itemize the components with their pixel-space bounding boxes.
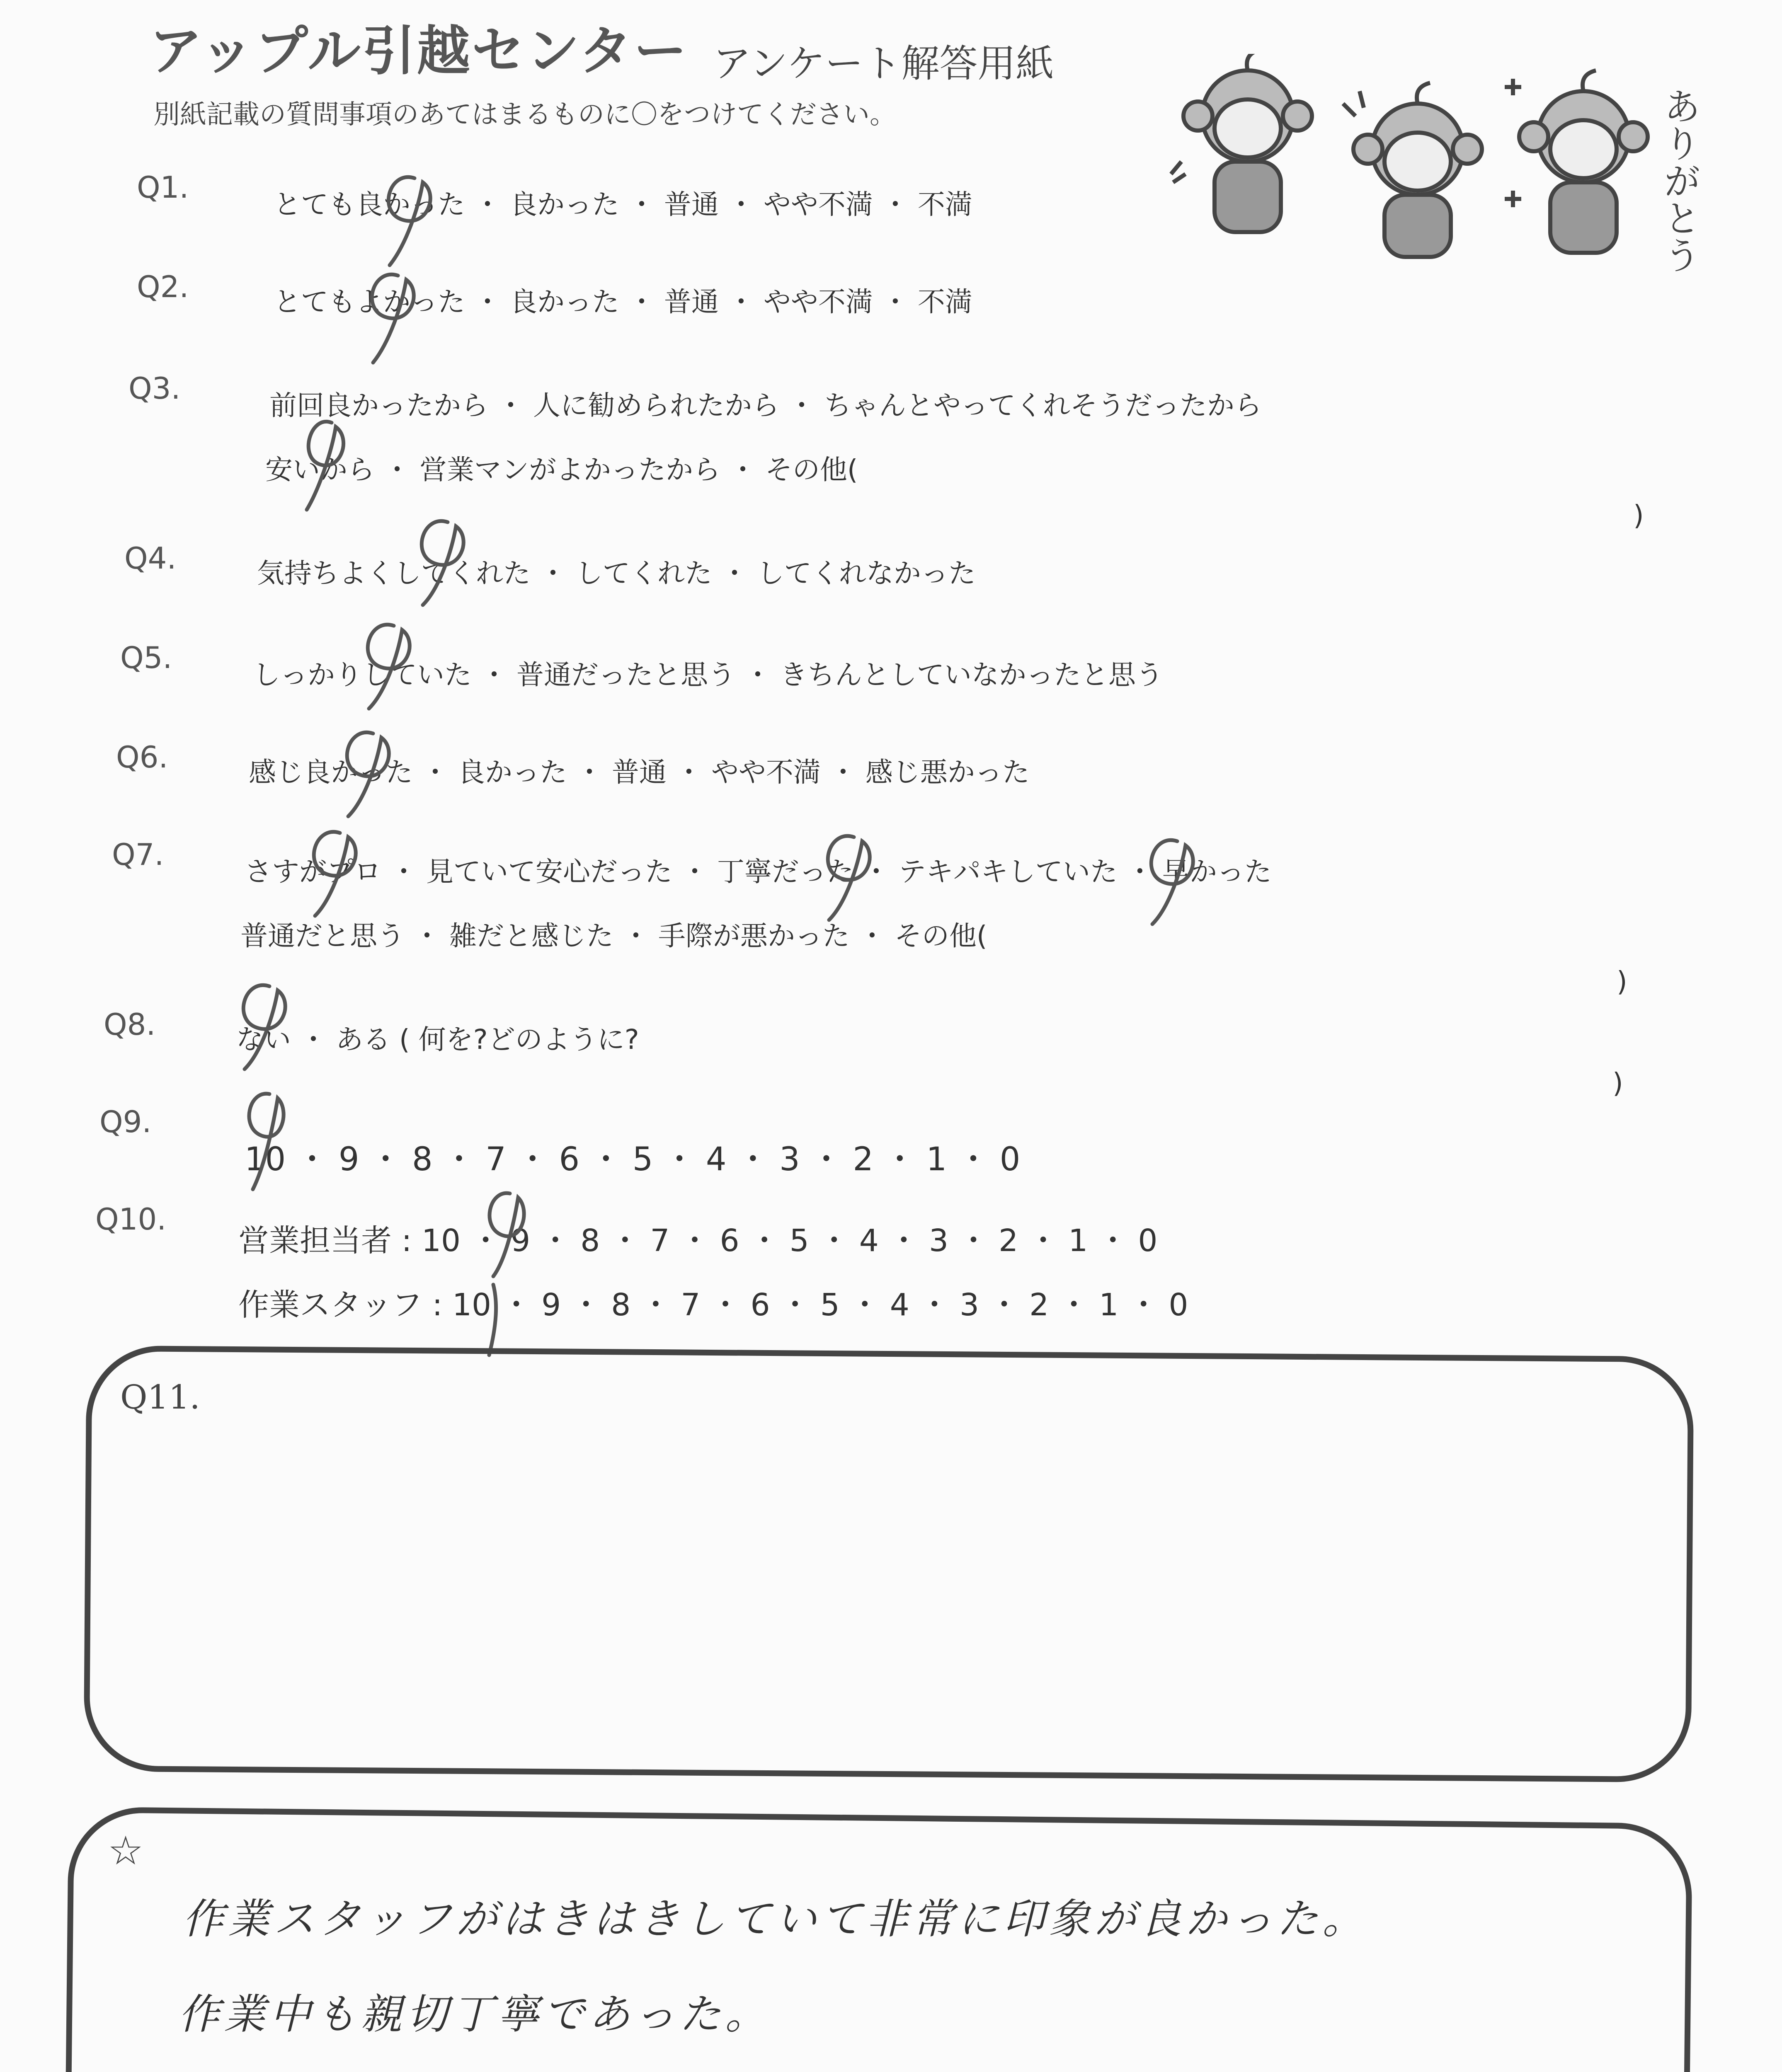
q8-close-paren: ) <box>1612 1067 1623 1099</box>
q3-close-paren: ) <box>1633 499 1644 531</box>
q6-options: 感じ良かった ・ 良かった ・ 普通 ・ やや不満 ・ 感じ悪かった <box>249 756 1030 788</box>
q1-label: Q1. <box>137 170 189 205</box>
q1-mark-icon <box>388 177 430 265</box>
q11-comment-box <box>83 1345 1694 1782</box>
comment-line-2: 作業中も親切丁寧であった。 <box>178 1990 771 2038</box>
q10-staff-scale: 作業スタッフ : 10 ・ 9 ・ 8 ・ 7 ・ 6 ・ 5 ・ 4 ・ 3 ・ 2 ・ 1 ・ 0 <box>238 1287 1188 1323</box>
q1-options: とても良かった ・ 良かった ・ 普通 ・ やや不満 ・ 不満 <box>274 189 972 220</box>
q2-label: Q2. <box>137 269 189 304</box>
q11-label: Q11. <box>120 1378 200 1416</box>
q2-mark-icon <box>372 274 414 363</box>
q3-label: Q3. <box>128 371 181 406</box>
instruction-text: 別紙記載の質問事項のあてはまるものに〇をつけてください。 <box>153 99 896 130</box>
q7-close-paren: ) <box>1617 966 1627 997</box>
q9-scale: 10 ・ 9 ・ 8 ・ 7 ・ 6 ・ 5 ・ 4 ・ 3 ・ 2 ・ 1 ・ 0 <box>245 1141 1021 1178</box>
q9-label: Q9. <box>99 1104 152 1139</box>
q4-mark-icon <box>422 521 463 605</box>
q7-label: Q7. <box>112 837 164 872</box>
q6-label: Q6. <box>116 740 168 775</box>
form-title: アンケート解答用紙 <box>713 41 1054 86</box>
q10-label: Q10. <box>95 1202 167 1237</box>
star-icon: ☆ <box>108 1828 144 1874</box>
q8-label: Q8. <box>104 1007 156 1042</box>
q8-mark-icon <box>243 985 285 1069</box>
q6-mark-icon <box>347 732 389 816</box>
q10-sales-scale: 営業担当者 : 10 ・ 9 ・ 8 ・ 7 ・ 6 ・ 5 ・ 4 ・ 3 ・ 2 ・ 1 ・ 0 <box>238 1223 1158 1259</box>
q7-mark-icon-1 <box>314 832 356 916</box>
q7-mark-icon-3 <box>1151 840 1193 924</box>
q3-options-line2: 安いから ・ 営業マンがよかったから ・ その他( <box>265 454 858 486</box>
q4-label: Q4. <box>124 541 177 576</box>
q5-options: しっかりしていた ・ 普通だったと思う ・ きちんとしていなかったと思う <box>253 659 1163 691</box>
company-title: アップル引越センター <box>149 20 689 82</box>
q7-mark-icon-2 <box>828 836 870 920</box>
q4-options: 気持ちよくしてくれた ・ してくれた ・ してくれなかった <box>257 557 976 589</box>
q8-options: ない ・ ある ( 何を?どのように? <box>236 1024 639 1055</box>
q10-staff-mark-icon <box>489 1285 496 1355</box>
q7-options-line2: 普通だと思う ・ 雑だと感じた ・ 手際が悪かった ・ その他( <box>240 920 987 952</box>
q10-sales-mark-icon <box>490 1193 524 1276</box>
comment-line-1: 作業スタッフがはきはきしていて非常に印象が良かった。 <box>182 1895 1368 1943</box>
q5-label: Q5. <box>120 640 172 675</box>
q9-mark-icon <box>249 1094 284 1189</box>
q3-options-line1: 前回良かったから ・ 人に勧められたから ・ ちゃんとやってくれそうだったから <box>269 390 1262 421</box>
q3-mark-icon <box>307 421 344 510</box>
mascot-text: ありがとう <box>1657 87 1701 274</box>
q7-options-line1: さすがプロ ・ 見ていて安心だった ・ 丁寧だった ・ テキパキしていた ・ 早かった <box>245 856 1272 888</box>
q5-mark-icon <box>368 625 410 709</box>
q2-options: とてもよかった ・ 良かった ・ 普通 ・ やや不満 ・ 不満 <box>274 286 972 318</box>
